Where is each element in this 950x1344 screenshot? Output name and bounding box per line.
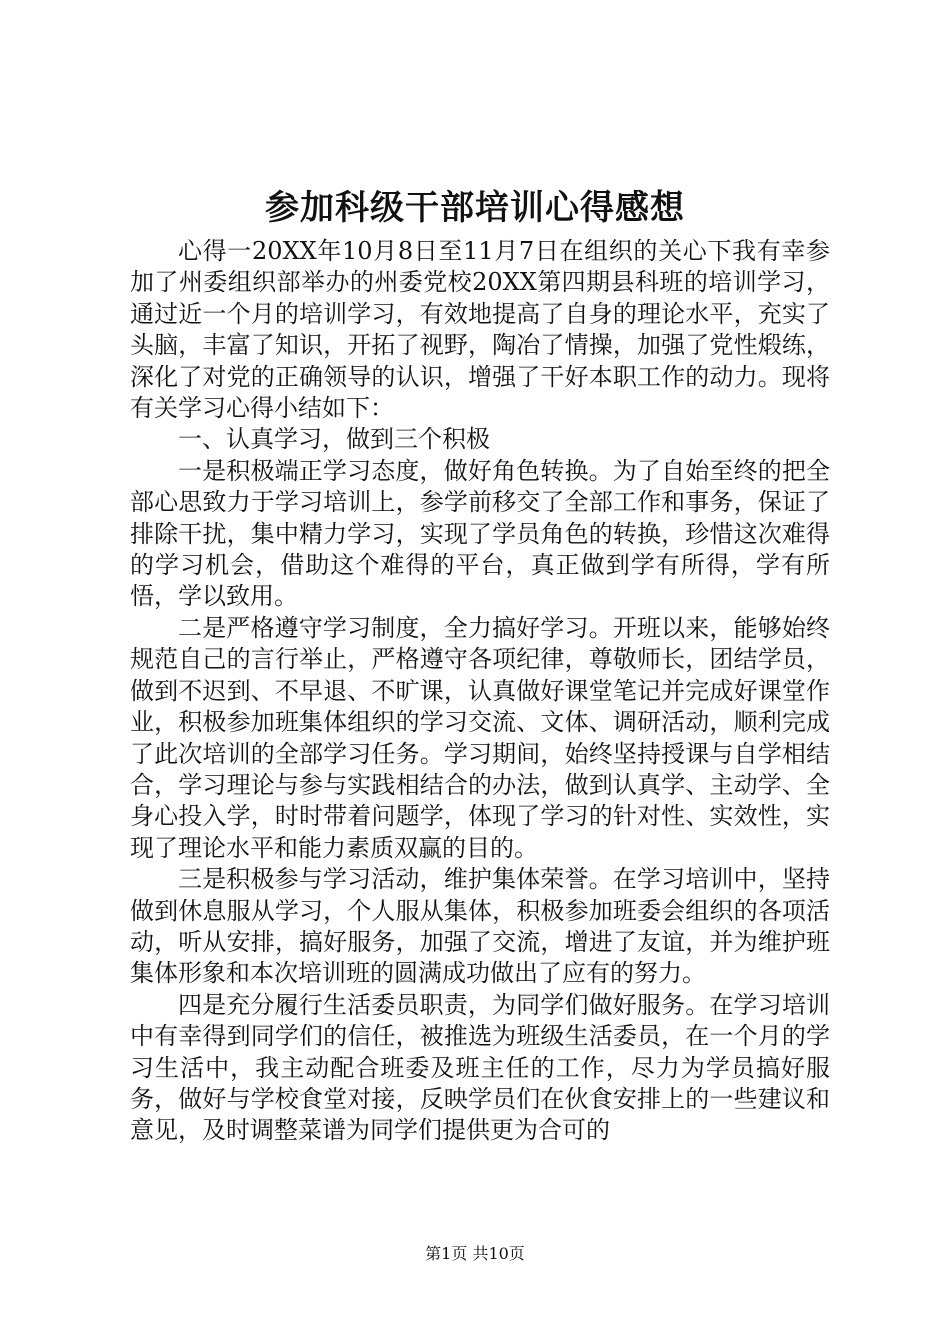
paragraph-third-point: 三是积极参与学习活动，维护集体荣誉。在学习培训中，坚持做到休息服从学习，个人服从集体，积极参加班委会组织的各项活动，听从安排，搞好服务，加强了交流，增进了友谊，并为维护班集体形象和本次培训班的圆满成功做出了应有的努力。 [130,865,830,988]
document-body [130,236,830,1147]
document-title: 参加科级干部培训心得感想 [265,188,685,228]
page-number-footer: 第1页 共10页 [425,1244,525,1263]
paragraph-second-point: 二是严格遵守学习制度，全力搞好学习。开班以来，能够始终规范自己的言行举止，严格遵守各项纪律，尊敬师长，团结学员，做到不迟到、不早退、不旷课，认真做好课堂笔记并完成好课堂作业，积极参加班集体组织的学习交流、文体、调研活动，顺利完成了此次培训的全部学习任务。学习期间，始终坚持授课与自学相结合，学习理论与参与实践相结合的办法，做到认真学、主动学、全身心投入学，时时带着问题学，体现了学习的针对性、实效性，实现了理论水平和能力素质双赢的目的。 [130,613,830,862]
paragraph-first-point: 一是积极端正学习态度，做好角色转换。为了自始至终的把全部心思致力于学习培训上，参学前移交了全部工作和事务，保证了排除干扰，集中精力学习，实现了学员角色的转换，珍惜这次难得的学习机会，借助这个难得的平台，真正做到学有所得，学有所悟，学以致用。 [130,456,830,611]
paragraph-fourth-point: 四是充分履行生活委员职责，为同学们做好服务。在学习培训中有幸得到同学们的信任，被推选为班级生活委员，在一个月的学习生活中，我主动配合班委及班主任的工作，尽力为学员搞好服务，做好与学校食堂对接，反映学员们在伙食安排上的一些建议和意见，及时调整菜谱为同学们提供更为合可的 [130,990,830,1145]
section-heading: 一、认真学习，做到三个积极 [178,425,490,454]
paragraph-intro: 心得一20XX年10月8日至11月7日在组织的关心下我有幸参加了州委组织部举办的州委党校20XX第四期县科班的培训学习，通过近一个月的培训学习，有效地提高了自身的理论水平，充实了头脑，丰富了知识，开拓了视野，陶冶了情操，加强了党性煅练，深化了对党的正确领导的认识，增强了干好本职工作的动力。现将有关学习心得小结如下： [130,237,830,423]
